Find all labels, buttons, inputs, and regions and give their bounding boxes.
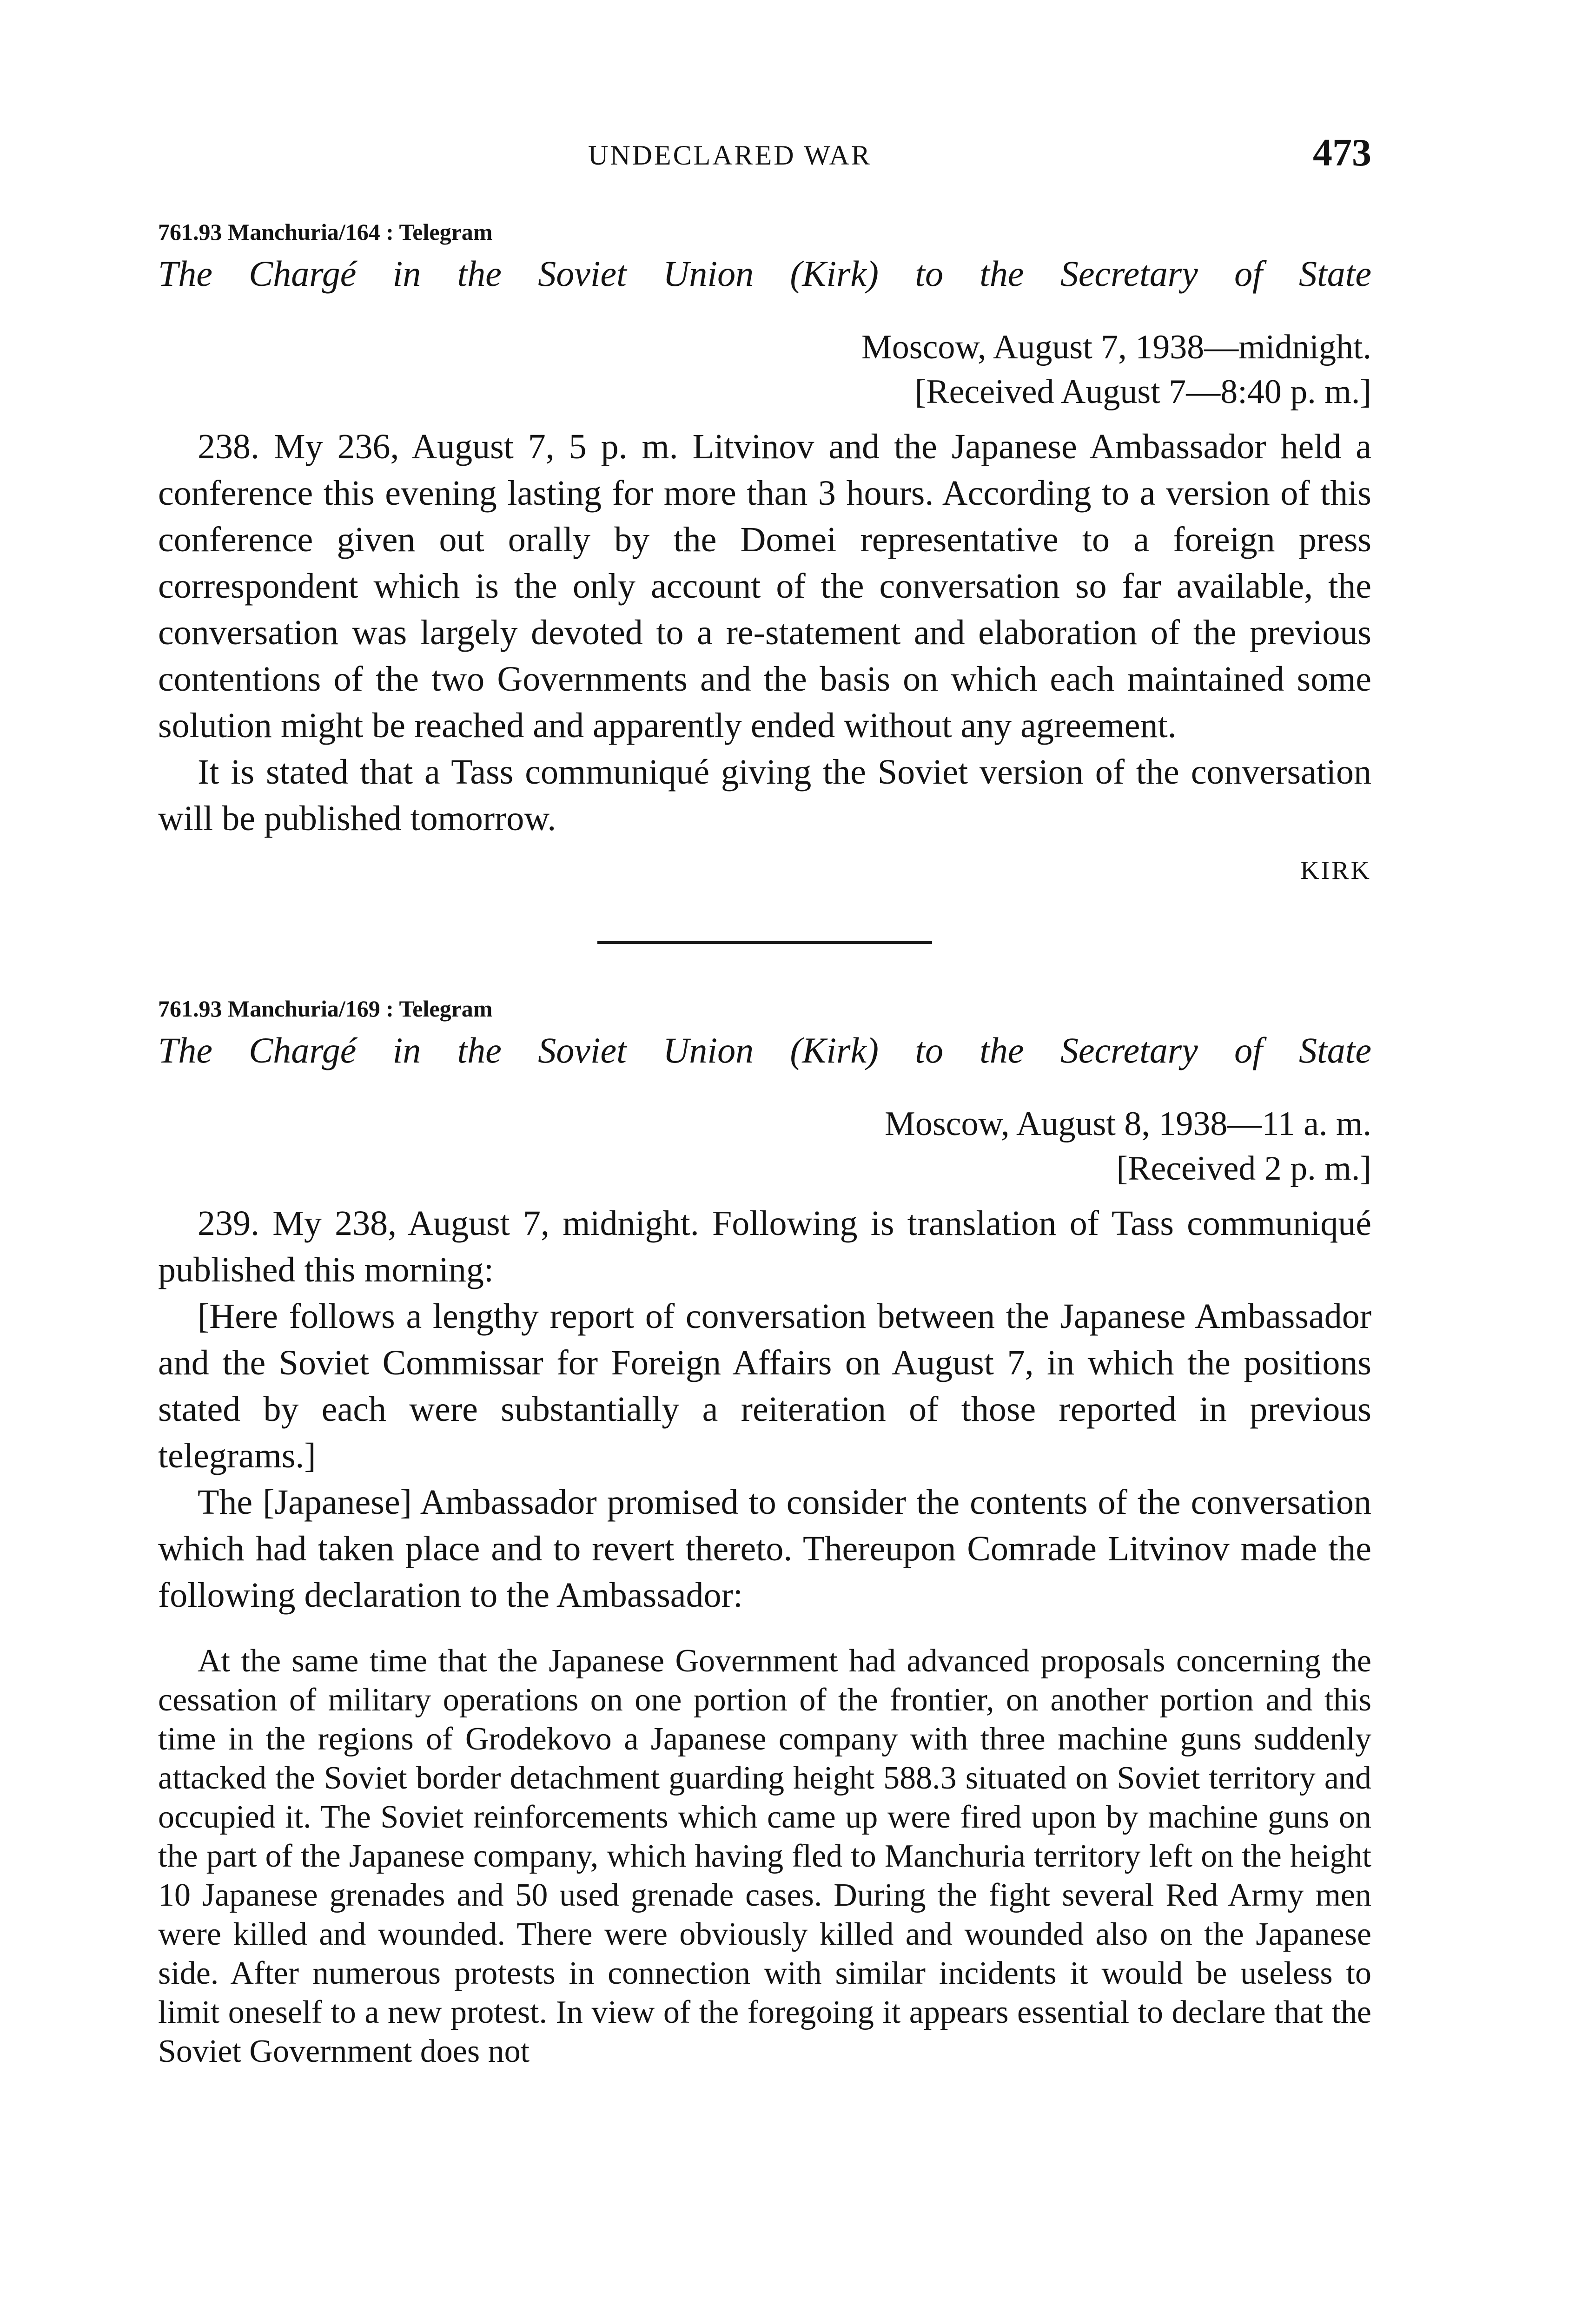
quoted-declaration: At the same time that the Japanese Government had advanced proposals concerning the cessation of military operations on one portion of the frontier, on another portion and this time in the regions of Grodekovo a Japanese company with three machine guns suddenly attacked the Soviet border detachment guarding height 588.3 situated on Soviet territory and occupied it. The Soviet reinforcements which came up were fired upon by machine guns on the part of the Japanese company, which having fled to Manchuria territory left on the height 10 Japanese grenades and 50 used grenade cases. During the fight several Red Army men were killed and wounded. There were obviously killed and wounded also on the Japanese side. After numerous protests in connection with similar incidents it would be useless to limit oneself to a new protest. In view of the foregoing it appears essential to declare that the Soviet Government does not: [158, 1643, 1371, 2069]
paragraph: The [Japanese] Ambassador promised to consider the contents of the conversation which had taken place and to revert thereto. Thereupon Comrade Litvinov made the following declaration to the Ambassador:: [158, 1483, 1371, 1615]
document-title: The Chargé in the Soviet Union (Kirk) to the Secretary of State: [158, 1030, 1371, 1070]
document-reference: 761.93 Manchuria/169 : Telegram: [158, 996, 493, 1022]
document-title: The Chargé in the Soviet Union (Kirk) to the Secretary of State: [158, 253, 1371, 294]
paragraph: 239. My 238, August 7, midnight. Following is translation of Tass communiqué published this morning:: [158, 1204, 1371, 1289]
paragraph: [Here follows a lengthy report of conversation between the Japanese Ambassador and the Soviet Commissar for Foreign Affairs on August 7, in which the positions stated by each were substantially a reiteration of those reported in previous telegrams.]: [158, 1297, 1371, 1475]
dateline: Moscow, August 8, 1938—11 a. m.: [885, 1105, 1371, 1143]
section-divider: [597, 941, 932, 944]
running-title: UNDECLARED WAR: [588, 140, 872, 171]
received-line: [Received 2 p. m.]: [1116, 1149, 1371, 1188]
paragraph: It is stated that a Tass communiqué giving the Soviet version of the conversation will be published tomorrow.: [158, 753, 1371, 838]
running-head: [158, 125, 1371, 177]
page: [158, 125, 1371, 2071]
dateline: Moscow, August 7, 1938—midnight.: [861, 328, 1371, 366]
paragraph: 238. My 236, August 7, 5 p. m. Litvinov and the Japanese Ambassador held a conference this evening lasting for more than 3 hours. According to a version of this conference given out orally by the Domei representative to a foreign press correspondent which is the only account of the conversation so far available, the conversation was largely devoted to a re-statement and elaboration of the previous contentions of the two Governments and the basis on which each maintained some solution might be reached and apparently ended without any agreement.: [158, 427, 1371, 745]
received-line: [Received August 7—8:40 p. m.]: [914, 373, 1371, 411]
page-number: 473: [1313, 131, 1371, 174]
signature: KIRK: [1300, 856, 1371, 885]
document-reference: 761.93 Manchuria/164 : Telegram: [158, 219, 493, 245]
